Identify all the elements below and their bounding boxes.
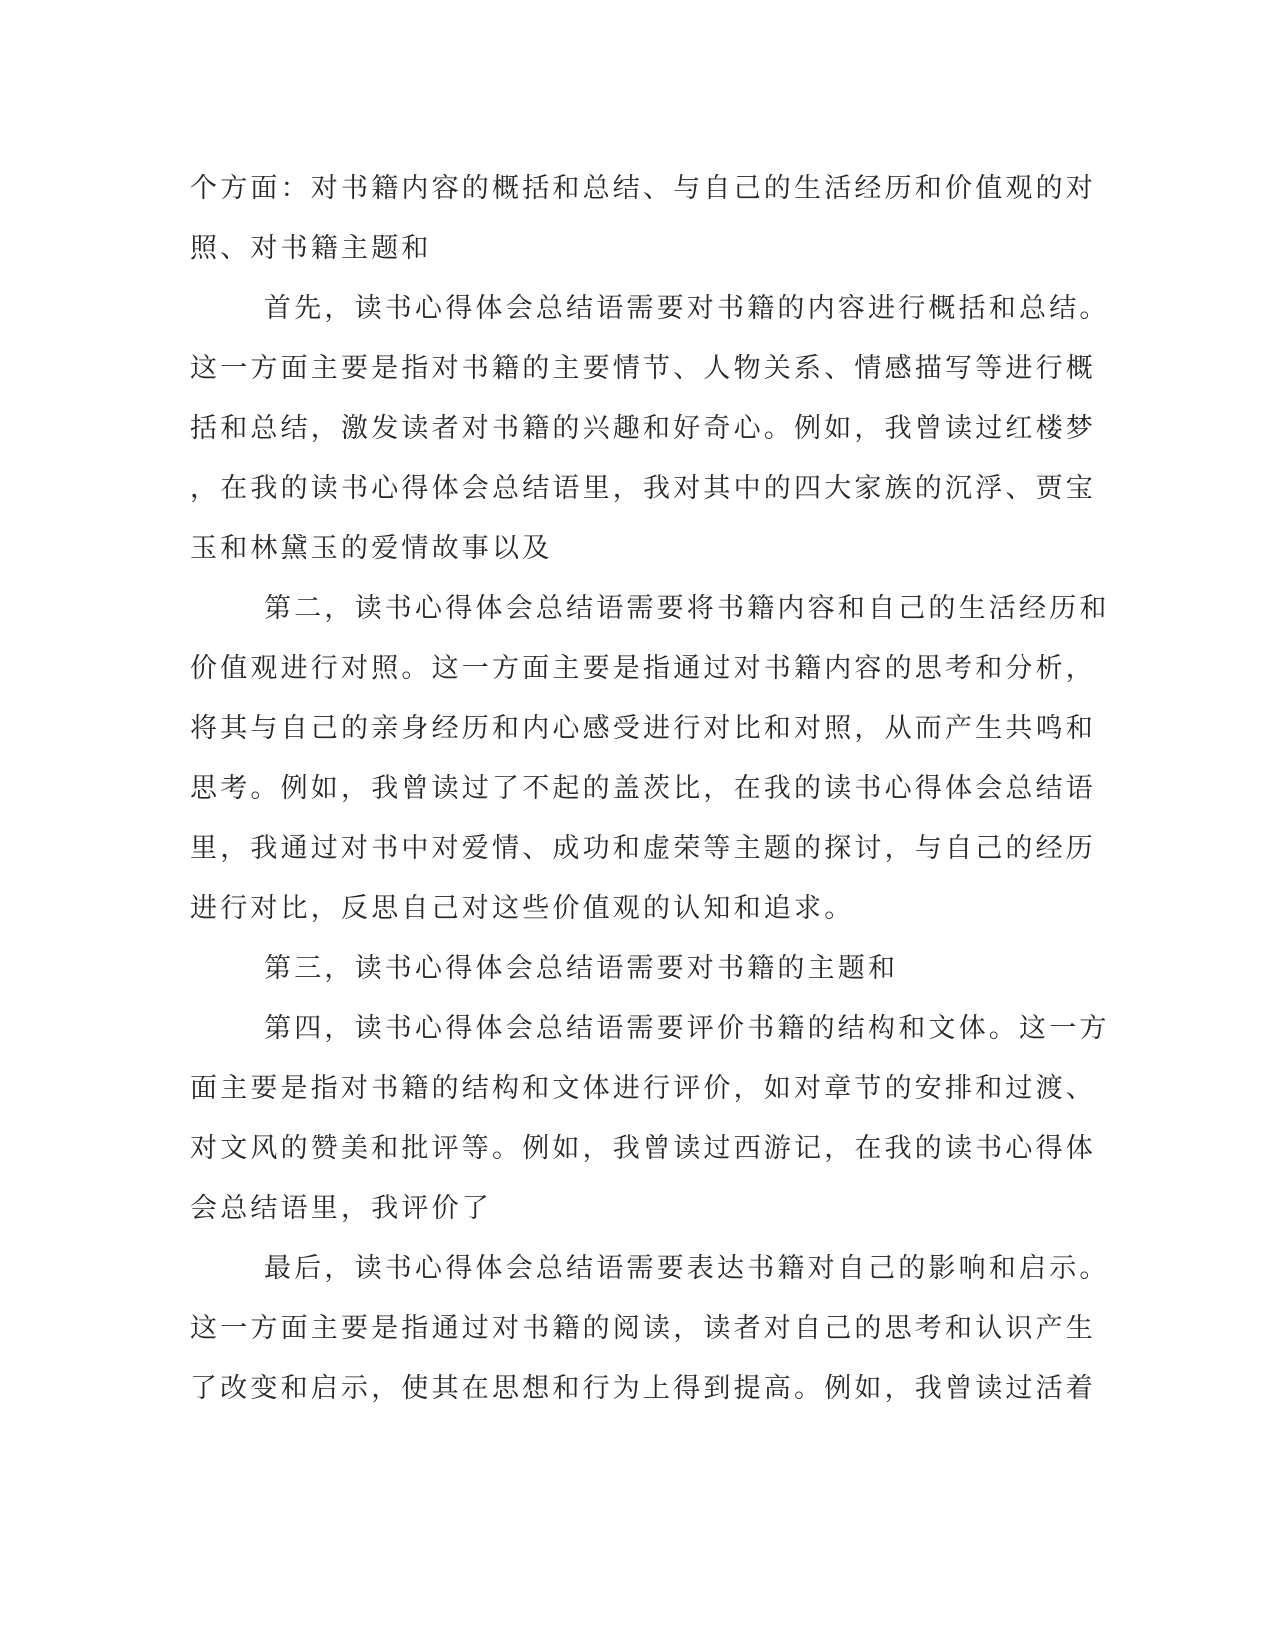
text-line: 价值观进行对照。这一方面主要是指通过对书籍内容的思考和分析， [190, 653, 1096, 684]
paragraph-1 [190, 159, 1096, 279]
text-line: 思考。例如，我曾读过了不起的盖茨比，在我的读书心得体会总结语 [190, 773, 1096, 804]
text-line: 会总结语里，我评价了 [190, 1193, 492, 1224]
text-line: 第四，读书心得体会总结语需要评价书籍的结构和文体。这一方 [264, 1013, 1110, 1044]
text-line: 照、对书籍主题和 [190, 233, 432, 264]
paragraph-6 [190, 1239, 1110, 1419]
paragraph-3 [190, 579, 1110, 939]
text-line: 将其与自己的亲身经历和内心感受进行对比和对照，从而产生共鸣和 [190, 713, 1096, 744]
document-body [190, 159, 1110, 1419]
text-line: 里，我通过对书中对爱情、成功和虚荣等主题的探讨，与自己的经历 [190, 833, 1096, 864]
text-line: 首先，读书心得体会总结语需要对书籍的内容进行概括和总结。 [264, 293, 1110, 324]
text-line: 括和总结，激发读者对书籍的兴趣和好奇心。例如，我曾读过红楼梦 [190, 413, 1096, 444]
text-line: 最后，读书心得体会总结语需要表达书籍对自己的影响和启示。 [264, 1253, 1110, 1284]
text-line: 面主要是指对书籍的结构和文体进行评价，如对章节的安排和过渡、 [190, 1073, 1096, 1104]
text-line: 第三，读书心得体会总结语需要对书籍的主题和 [264, 953, 899, 984]
text-line: 个方面：对书籍内容的概括和总结、与自己的生活经历和价值观的对 [190, 173, 1096, 204]
text-line: 这一方面主要是指对书籍的主要情节、人物关系、情感描写等进行概 [190, 353, 1096, 384]
text-line: 这一方面主要是指通过对书籍的阅读，读者对自己的思考和认识产生 [190, 1313, 1096, 1344]
text-line: 对文风的赞美和批评等。例如，我曾读过西游记，在我的读书心得体 [190, 1133, 1096, 1164]
text-line: 了改变和启示，使其在思想和行为上得到提高。例如，我曾读过活着 [190, 1373, 1096, 1404]
text-line: 玉和林黛玉的爱情故事以及 [190, 533, 553, 564]
paragraph-4 [190, 939, 1070, 999]
paragraph-5 [190, 999, 1110, 1239]
paragraph-2 [190, 279, 1110, 579]
text-line: 第二，读书心得体会总结语需要将书籍内容和自己的生活经历和 [264, 593, 1110, 624]
text-line: 进行对比，反思自己对这些价值观的认知和追求。 [190, 893, 855, 924]
text-line: ，在我的读书心得体会总结语里，我对其中的四大家族的沉浮、贾宝 [190, 473, 1096, 504]
